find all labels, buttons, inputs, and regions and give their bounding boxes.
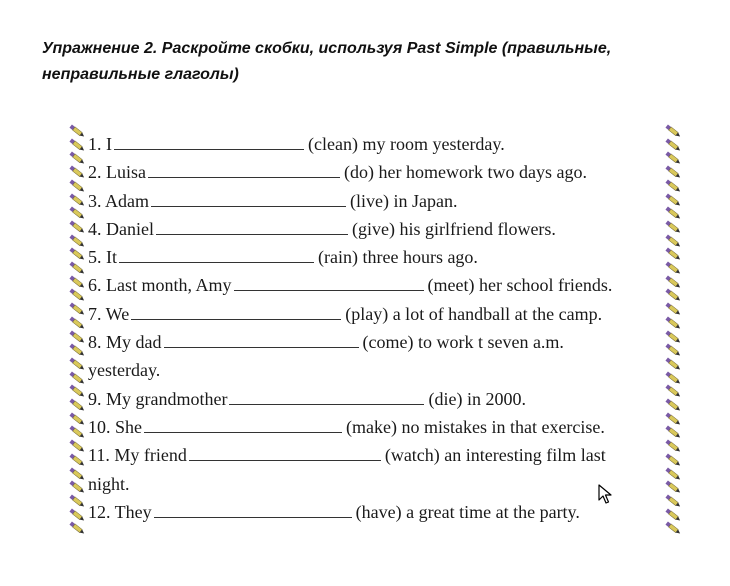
answer-blank[interactable]	[151, 192, 346, 207]
pencil-icon	[664, 330, 682, 344]
exercise-line	[88, 498, 663, 526]
pencil-icon	[68, 275, 86, 289]
pencil-icon	[68, 247, 86, 261]
title-line-1: Упражнение 2. Раскройте скобки, используя Past Simple (правильные,	[42, 40, 612, 57]
sentence-end: (watch) an interesting film last	[384, 445, 606, 466]
pencil-icon	[68, 288, 86, 302]
pencil-icon	[68, 316, 86, 330]
sentence-start: 9. My grandmother	[88, 388, 228, 409]
exercise-line	[88, 328, 663, 356]
pencil-icon	[68, 384, 86, 398]
answer-blank[interactable]	[148, 163, 340, 178]
pencil-icon	[664, 302, 682, 316]
sentence-end: (do) her homework two days ago.	[344, 162, 587, 183]
sentence-start: 5. It	[88, 247, 117, 268]
pencil-icon	[664, 261, 682, 275]
pencil-icon	[68, 398, 86, 412]
sentence-start: 3. Adam	[88, 190, 149, 211]
sentence-end: (have) a great time at the party.	[355, 501, 580, 522]
pencil-icon	[664, 398, 682, 412]
sentence-continuation: night.	[88, 473, 130, 494]
answer-blank[interactable]	[119, 248, 314, 263]
sentence-end: (play) a lot of handball at the camp.	[345, 303, 603, 324]
pencil-icon	[664, 206, 682, 220]
sentence-start: 1. I	[88, 134, 112, 154]
pencil-icon	[664, 521, 682, 535]
exercise-line	[88, 187, 663, 215]
exercise-line	[88, 413, 663, 441]
pencil-icon	[664, 288, 682, 302]
pencil-icon	[68, 453, 86, 467]
pencil-icon	[68, 508, 86, 522]
answer-blank[interactable]	[234, 276, 424, 291]
exercise-line	[88, 300, 663, 328]
sentence-start: 6. Last month, Amy	[88, 275, 232, 296]
sentence-start: 4. Daniel	[88, 218, 154, 239]
pencil-icon	[664, 316, 682, 330]
pencil-icon	[664, 453, 682, 467]
exercise-line	[88, 243, 663, 271]
pencil-icon	[68, 371, 86, 385]
sentence-start: 12. They	[88, 501, 152, 522]
pencil-icon	[68, 302, 86, 316]
exercise-line	[88, 441, 663, 469]
title-line-2: неправильные глаголы)	[42, 66, 239, 83]
pencil-icon	[68, 234, 86, 248]
exercise-title	[42, 36, 682, 88]
pencil-icon	[664, 275, 682, 289]
pencil-icon	[664, 220, 682, 234]
exercise-line	[88, 356, 663, 384]
sentence-end: (make) no mistakes in that exercise.	[346, 416, 605, 437]
sentence-continuation: yesterday.	[88, 360, 161, 381]
sentence-end: (meet) her school friends.	[427, 275, 613, 296]
pencil-icon	[664, 138, 682, 152]
pencil-icon	[68, 357, 86, 371]
pencil-icon	[68, 521, 86, 535]
pencil-icon	[664, 480, 682, 494]
pencil-icon	[664, 425, 682, 439]
mouse-pointer-icon	[598, 484, 612, 504]
pencil-icon	[68, 343, 86, 357]
pencil-icon	[664, 371, 682, 385]
pencil-icon	[664, 151, 682, 165]
pencil-icon	[68, 261, 86, 275]
pencil-icon	[664, 234, 682, 248]
pencil-icon	[664, 165, 682, 179]
pencil-icon	[664, 494, 682, 508]
pencil-border-left	[68, 124, 86, 534]
pencil-icon	[68, 206, 86, 220]
pencil-icon	[664, 384, 682, 398]
pencil-icon	[68, 138, 86, 152]
sentence-end: (give) his girlfriend flowers.	[351, 218, 556, 239]
pencil-icon	[664, 439, 682, 453]
pencil-icon	[68, 124, 86, 138]
sentence-end: (clean) my room yesterday.	[308, 134, 505, 154]
pencil-icon	[68, 439, 86, 453]
exercise-line	[88, 385, 663, 413]
exercise-line	[88, 130, 663, 158]
sentence-start: 8. My dad	[88, 332, 162, 353]
pencil-icon	[664, 124, 682, 138]
exercise-line	[88, 215, 663, 243]
answer-blank[interactable]	[156, 220, 348, 235]
pencil-icon	[68, 425, 86, 439]
exercise-line	[88, 470, 663, 498]
pencil-icon	[68, 220, 86, 234]
exercise-lines	[88, 130, 663, 526]
answer-blank[interactable]	[131, 305, 341, 320]
answer-blank[interactable]	[164, 333, 359, 348]
sentence-end: (live) in Japan.	[350, 190, 458, 211]
pencil-border-right	[664, 124, 682, 534]
pencil-icon	[68, 151, 86, 165]
pencil-icon	[68, 165, 86, 179]
pencil-icon	[664, 343, 682, 357]
pencil-icon	[68, 467, 86, 481]
answer-blank[interactable]	[154, 503, 352, 518]
sentence-start: 10. She	[88, 416, 142, 437]
pencil-icon	[68, 193, 86, 207]
pencil-icon	[68, 179, 86, 193]
pencil-icon	[664, 193, 682, 207]
pencil-icon	[664, 357, 682, 371]
worksheet	[68, 124, 688, 534]
exercise-line	[88, 271, 663, 299]
pencil-icon	[68, 494, 86, 508]
answer-blank[interactable]	[189, 446, 381, 461]
pencil-icon	[664, 508, 682, 522]
sentence-end: (rain) three hours ago.	[318, 247, 478, 268]
sentence-start: 11. My friend	[88, 445, 187, 466]
pencil-icon	[664, 247, 682, 261]
pencil-icon	[68, 330, 86, 344]
pencil-icon	[68, 480, 86, 494]
pencil-icon	[664, 179, 682, 193]
pencil-icon	[68, 412, 86, 426]
sentence-end: (come) to work t seven a.m.	[362, 332, 564, 353]
answer-blank[interactable]	[144, 418, 342, 433]
sentence-start: 7. We	[88, 303, 130, 324]
sentence-end: (die) in 2000.	[428, 388, 526, 409]
pencil-icon	[664, 412, 682, 426]
answer-blank[interactable]	[114, 135, 304, 150]
exercise-line	[88, 158, 663, 186]
answer-blank[interactable]	[229, 390, 424, 405]
pencil-icon	[664, 467, 682, 481]
sentence-start: 2. Luisa	[88, 162, 146, 183]
